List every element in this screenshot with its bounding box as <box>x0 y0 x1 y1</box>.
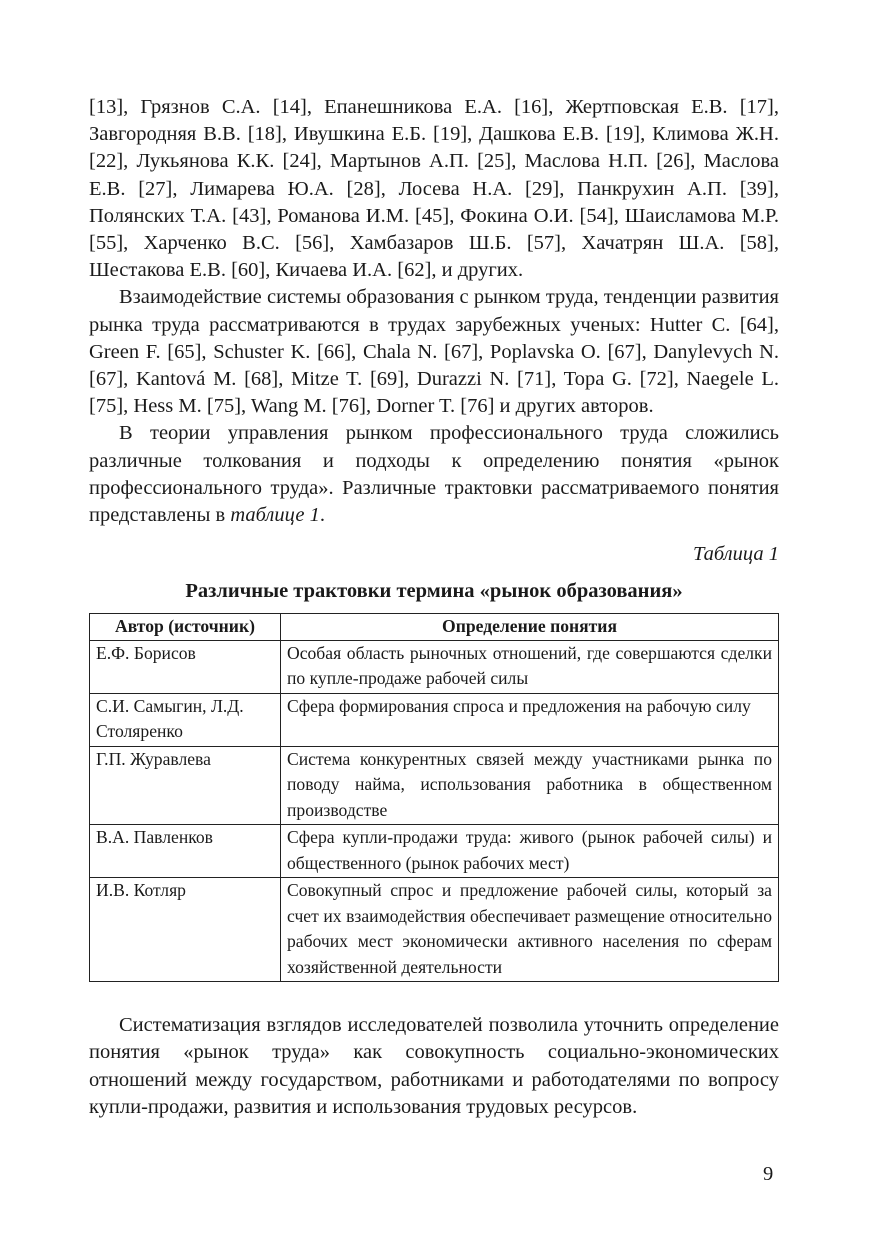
author-cell: И.В. Котляр <box>90 878 281 982</box>
page-number: 9 <box>763 1163 774 1185</box>
author-cell: Е.Ф. Борисов <box>90 640 281 693</box>
paragraph-interpretations-end: . <box>319 504 325 527</box>
author-cell: С.И. Самыгин, Л.Д. Столяренко <box>90 693 281 746</box>
table-row <box>90 878 779 982</box>
paragraph-foreign-scholars: Взаимодействие системы образования с рынком труда, тенденции развития рынка труда рассматриваются в трудах зарубежных ученых: Hutter C. [64], Green F. [65], Schuster K. [66], Chala N. [67], Poplavska O. [67], Danylevych N. [67], Kantová M. [68], Mitze T. [69], Durazzi N. [71], Topa G. [72], Naegele L. [75], Hess M. [75], Wang M. [76], Dorner T. [76] и других авторов. <box>89 286 779 418</box>
paragraph-interpretations-text: В теории управления рынком профессионального труда сложились различные толкования и подходы к определению понятия «рынок профессионального труда». Различные трактовки рассматриваемого понятия представлены в <box>89 422 779 527</box>
document-page <box>89 94 779 1121</box>
definition-cell: Особая область рыночных отношений, где совершаются сделки по купле-продаже рабочей силы <box>281 640 779 693</box>
author-cell: В.А. Павленков <box>90 825 281 878</box>
paragraph-conclusion: Систематизация взглядов исследователей позволила уточнить определение понятия «рынок труда» как совокупность социально-экономических отношений между государством, работниками и работодателями по вопросу купли-продажи, развития и использования трудовых ресурсов. <box>89 1014 779 1118</box>
table-row <box>90 693 779 746</box>
header-author: Автор (источник) <box>90 614 281 641</box>
table-header-row <box>90 614 779 641</box>
author-cell: Г.П. Журавлева <box>90 746 281 825</box>
header-definition: Определение понятия <box>281 614 779 641</box>
definition-cell: Сфера купли-продажи труда: живого (рынок рабочей силы) и общественного (рынок рабочих мест) <box>281 825 779 878</box>
table-title: Различные трактовки термина «рынок образования» <box>185 580 683 603</box>
table-row <box>90 825 779 878</box>
table-row <box>90 640 779 693</box>
table-caption: Таблица 1 <box>692 543 779 566</box>
definitions-table <box>89 613 779 982</box>
table-row <box>90 746 779 825</box>
table-reference: таблице 1 <box>230 504 320 527</box>
paragraph-author-list: [13], Грязнов С.А. [14], Епанешникова Е.А. [16], Жертповская Е.В. [17], Завгородняя В.В. [18], Ивушкина Е.Б. [19], Дашкова Е.В. [19], Климова Ж.Н. [22], Лукьянова К.К. [24], Мартынов А.П. [25], Маслова Н.П. [26], Маслова Е.В. [27], Лимарева Ю.А. [28], Лосева Н.А. [29], Панкрухин А.П. [39], Полянских Т.А. [43], Романова И.М. [45], Фокина О.И. [54], Шаисламова М.Р. [55], Харченко В.С. [56], Хамбазаров Ш.Б. [57], Хачатрян Ш.А. [58], Шестакова Е.В. [60], Кичаева И.А. [62], и других. <box>89 96 779 282</box>
definition-cell: Сфера формирования спроса и предложения на рабочую силу <box>281 693 779 746</box>
definition-cell: Система конкурентных связей между участниками рынка по поводу найма, использования работника в общественном производстве <box>281 746 779 825</box>
definition-cell: Совокупный спрос и предложение рабочей силы, который за счет их взаимодействия обеспечивает размещение относительно рабочих мест экономически активного населения по сферам хозяйственной деятельности <box>281 878 779 982</box>
paragraph-interpretations <box>89 420 779 529</box>
